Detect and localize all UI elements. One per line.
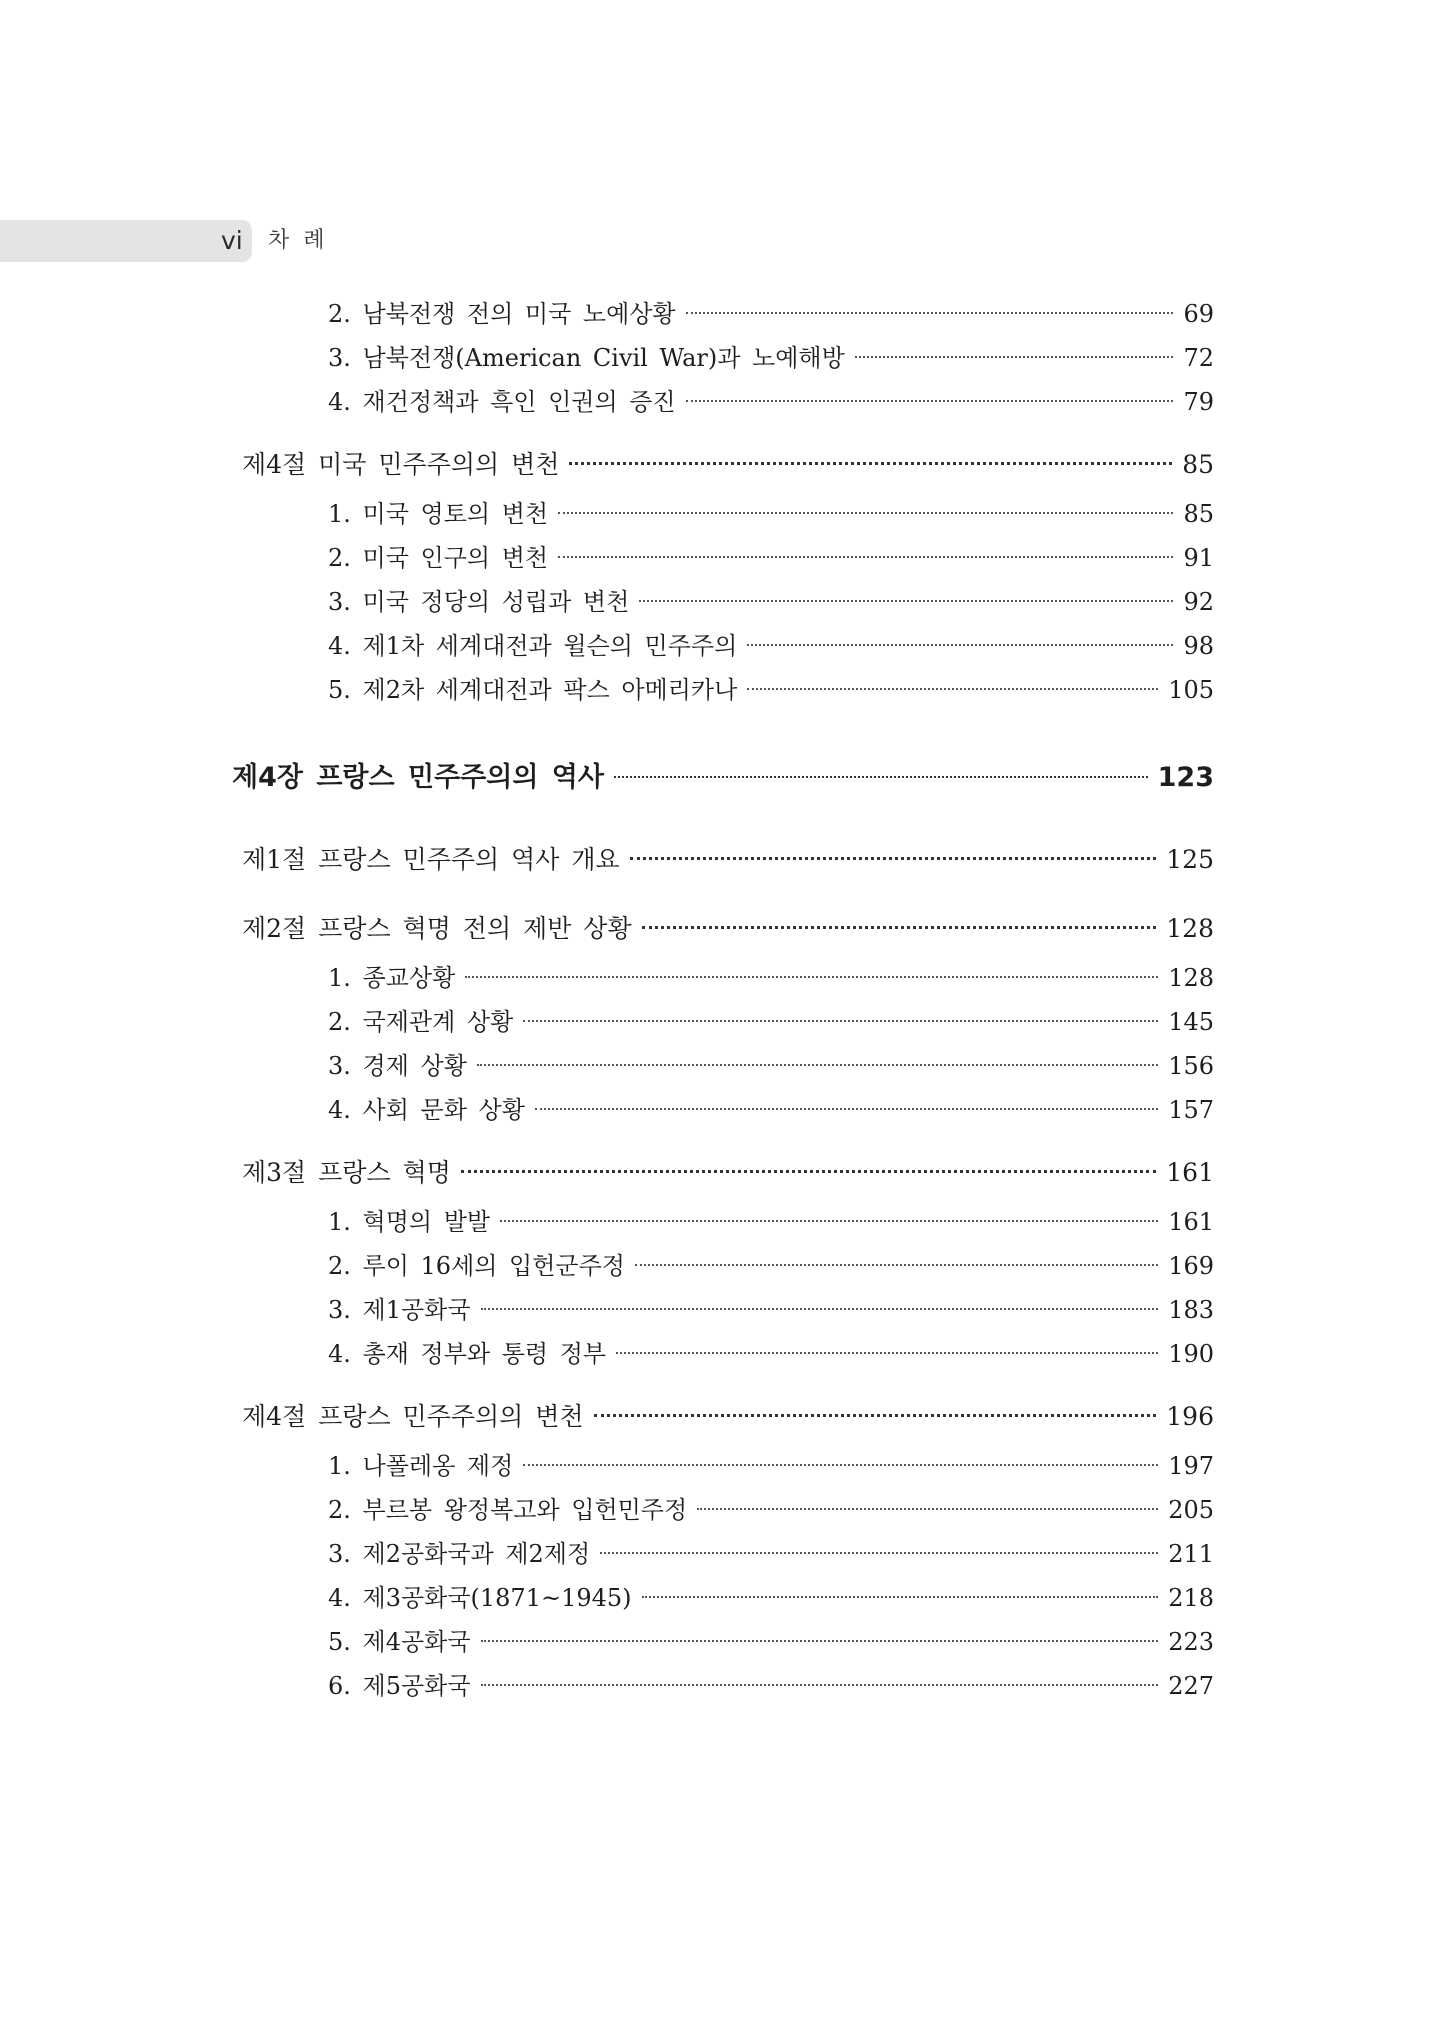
toc-item — [328, 1204, 1214, 1240]
toc-page: 123 — [1157, 762, 1214, 793]
toc-label: 1. 미국 영토의 변천 — [328, 500, 549, 528]
toc-page: 125 — [1166, 845, 1214, 874]
toc-leader — [535, 1108, 1158, 1110]
toc-leader — [697, 1508, 1158, 1510]
toc-section — [242, 911, 1214, 947]
toc-leader — [642, 1596, 1159, 1598]
toc-item — [328, 296, 1214, 332]
toc-label: 4. 사회 문화 상황 — [328, 1096, 525, 1124]
toc-leader — [523, 1464, 1158, 1466]
toc-page: 161 — [1168, 1208, 1214, 1236]
toc-label: 3. 미국 정당의 성립과 변천 — [328, 588, 630, 616]
toc-leader — [635, 1264, 1158, 1266]
toc-label: 3. 남북전쟁(American Civil War)과 노예해방 — [328, 344, 845, 372]
toc-leader — [500, 1220, 1158, 1222]
toc-item — [328, 1336, 1214, 1372]
toc-item — [328, 960, 1214, 996]
toc-label: 4. 제1차 세계대전과 윌슨의 민주주의 — [328, 632, 738, 660]
toc-section — [242, 1155, 1214, 1191]
toc-page: 128 — [1168, 964, 1214, 992]
toc-label: 1. 혁명의 발발 — [328, 1208, 491, 1236]
toc-label: 제4절 미국 민주주의의 변천 — [242, 450, 560, 479]
toc-leader — [747, 688, 1158, 690]
toc-item — [328, 1448, 1214, 1484]
toc-label: 3. 경제 상황 — [328, 1052, 467, 1080]
toc-item — [328, 540, 1214, 576]
toc-leader — [477, 1064, 1158, 1066]
toc-label: 6. 제5공화국 — [328, 1672, 471, 1700]
toc-page: 161 — [1166, 1158, 1214, 1187]
toc-label: 5. 제2차 세계대전과 팍스 아메리카나 — [328, 676, 738, 704]
toc-leader — [594, 1414, 1157, 1417]
toc-label: 2. 남북전쟁 전의 미국 노예상황 — [328, 300, 676, 328]
toc-page: 145 — [1168, 1008, 1214, 1036]
page-number: vi — [221, 226, 243, 255]
toc-item — [328, 1536, 1214, 1572]
toc-page: 105 — [1168, 676, 1214, 704]
toc-leader — [481, 1684, 1159, 1686]
toc-label: 3. 제1공화국 — [328, 1296, 471, 1324]
toc-page: 69 — [1183, 300, 1214, 328]
toc-leader — [558, 512, 1173, 514]
toc-label: 5. 제4공화국 — [328, 1628, 471, 1656]
toc-page: 211 — [1168, 1540, 1214, 1568]
toc-page: 197 — [1168, 1452, 1214, 1480]
toc-item — [328, 384, 1214, 420]
toc-section — [242, 447, 1214, 483]
toc-label: 제3절 프랑스 혁명 — [242, 1158, 451, 1187]
toc-label: 2. 미국 인구의 변천 — [328, 544, 549, 572]
toc-item — [328, 1292, 1214, 1328]
toc-label: 제4장 프랑스 민주주의의 역사 — [232, 762, 604, 793]
toc-page: 183 — [1168, 1296, 1214, 1324]
toc-leader — [465, 976, 1158, 978]
toc-item — [328, 1248, 1214, 1284]
toc-label: 4. 재건정책과 흑인 인권의 증진 — [328, 388, 676, 416]
toc-leader — [747, 644, 1173, 646]
toc-leader — [614, 776, 1148, 778]
toc-label: 3. 제2공화국과 제2제정 — [328, 1540, 591, 1568]
toc-item — [328, 1048, 1214, 1084]
toc-page: 91 — [1183, 544, 1214, 572]
toc-item — [328, 496, 1214, 532]
toc-chapter — [232, 758, 1214, 798]
toc-leader — [639, 600, 1173, 602]
toc-leader — [642, 926, 1157, 929]
toc-item — [328, 1624, 1214, 1660]
toc-label: 2. 부르봉 왕정복고와 입헌민주정 — [328, 1496, 688, 1524]
toc-label: 제4절 프랑스 민주주의의 변천 — [242, 1402, 584, 1431]
toc-page: 190 — [1168, 1340, 1214, 1368]
toc-leader — [686, 312, 1174, 314]
toc-page: 92 — [1183, 588, 1214, 616]
toc-leader — [461, 1170, 1156, 1173]
toc-page: 196 — [1166, 1402, 1214, 1431]
toc-page: 72 — [1183, 344, 1214, 372]
toc-item — [328, 584, 1214, 620]
toc-section — [242, 1399, 1214, 1435]
toc-label: 제1절 프랑스 민주주의 역사 개요 — [242, 845, 620, 874]
toc-item — [328, 1668, 1214, 1704]
toc-item — [328, 1092, 1214, 1128]
toc-leader — [616, 1352, 1158, 1354]
toc-page: 85 — [1183, 500, 1214, 528]
toc-page: 157 — [1168, 1096, 1214, 1124]
toc-page: 85 — [1182, 450, 1214, 479]
toc-label: 4. 제3공화국(1871~1945) — [328, 1584, 632, 1612]
toc-section — [242, 842, 1214, 878]
toc-leader — [481, 1308, 1159, 1310]
toc-item — [328, 1580, 1214, 1616]
toc-page: 98 — [1183, 632, 1214, 660]
toc-leader — [630, 857, 1157, 860]
toc-label: 4. 총재 정부와 통령 정부 — [328, 1340, 607, 1368]
toc-label: 1. 나폴레옹 제정 — [328, 1452, 514, 1480]
toc-page: 128 — [1166, 914, 1214, 943]
toc-page: 156 — [1168, 1052, 1214, 1080]
toc-page: 79 — [1183, 388, 1214, 416]
toc-item — [328, 1004, 1214, 1040]
toc-page: 218 — [1168, 1584, 1214, 1612]
toc-page: 227 — [1168, 1672, 1214, 1700]
toc-page: 169 — [1168, 1252, 1214, 1280]
toc-label: 제2절 프랑스 혁명 전의 제반 상황 — [242, 914, 632, 943]
toc-page: 205 — [1168, 1496, 1214, 1524]
toc-leader — [855, 356, 1174, 358]
toc-label: 2. 국제관계 상황 — [328, 1008, 514, 1036]
header-tab — [0, 220, 252, 262]
toc-page: 223 — [1168, 1628, 1214, 1656]
toc-leader — [481, 1640, 1159, 1642]
toc-leader — [600, 1552, 1158, 1554]
toc-leader — [686, 400, 1174, 402]
toc-label: 2. 루이 16세의 입헌군주정 — [328, 1252, 625, 1280]
toc-label: 1. 종교상황 — [328, 964, 456, 992]
toc-item — [328, 628, 1214, 664]
toc-item — [328, 340, 1214, 376]
toc-item — [328, 1492, 1214, 1528]
toc-leader — [523, 1020, 1158, 1022]
toc-leader — [558, 556, 1173, 558]
toc-item — [328, 672, 1214, 708]
toc-leader — [569, 462, 1172, 465]
running-header-title: 차례 — [268, 228, 339, 253]
